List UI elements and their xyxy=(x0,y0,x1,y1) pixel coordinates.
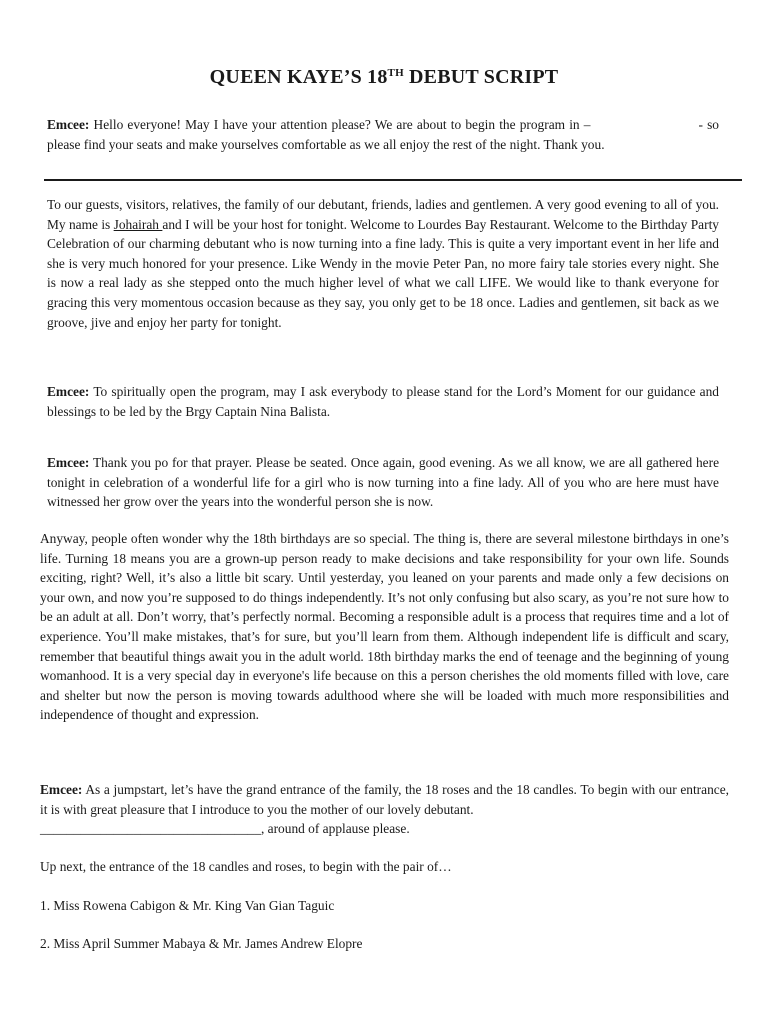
intro-text: Hello everyone! May I have your attention please? We are about to begin the program in xyxy=(93,117,580,132)
host-name: Johairah xyxy=(113,216,163,232)
welcome-text-1: To our guests, visitors, relatives, the family of our debutant, friends, ladies and gentlemen. A very good evening to all of you. My name is xyxy=(47,197,719,232)
emcee-label: Emcee: xyxy=(47,117,90,132)
intro-paragraph xyxy=(47,115,719,154)
entrance-paragraph xyxy=(40,780,729,839)
mother-name-blank: _________________________________ xyxy=(40,821,261,837)
title-superscript: TH xyxy=(387,67,404,79)
emcee-label: Emcee: xyxy=(47,455,90,470)
document-title xyxy=(0,66,768,89)
emcee-label: Emcee: xyxy=(47,384,90,399)
pair-item: 1. Miss Rowena Cabigon & Mr. King Van Gian Taguic xyxy=(40,898,335,913)
milestone-text: Anyway, people often wonder why the 18th birthdays are so special. The thing is, there are several milestone birthdays in one’s life. Turning 18 means you are a grown-up person ready to make decisions and take responsibility for your own life. Sounds exciting, right? Well, it’s also a little bit scary. Until yesterday, you leaned on your parents and made only a few decisions on your own, and now you’re supposed to do things independently. It’s not only confusing but also scary, as you’re not sure how to be an adult at all. Don’t worry, that’s perfectly normal. Becoming a responsible adult is a process that requires time and a lot of experience. You’ll make mistakes, that’s for sure, but you’ll learn from them. Although independent life is difficult and scary, remember that beautiful things await you in the adult world. 18th birthday marks the end of teenage and the beginning of young womanhood. It is a very special day in everyone's life because on this a person cherishes the old moments filled with love, care and shelter but now the person is moving towards adulthood where she will be loaded with much more responsibilities and independence of thought and expression. xyxy=(40,531,729,723)
thanks-paragraph xyxy=(47,453,719,512)
title-main: QUEEN KAYE’S 18 xyxy=(209,66,388,88)
entrance-text-after: , around of applause please. xyxy=(260,821,410,837)
milestone-paragraph xyxy=(40,529,729,725)
pair-item: 2. Miss April Summer Mabaya & Mr. James Andrew Elopre xyxy=(40,936,363,951)
emcee-label: Emcee: xyxy=(40,782,83,797)
section-divider xyxy=(44,179,742,181)
intro-dash: – xyxy=(583,117,591,132)
intro-text-after: - so please find your seats and make yourselves comfortable as we all enjoy the rest of the night. Thank you. xyxy=(47,117,719,152)
up-next-line: Up next, the entrance of the 18 candles and roses, to begin with the pair of… xyxy=(40,859,452,874)
entrance-text: As a jumpstart, let’s have the grand entrance of the family, the 18 roses and the 18 candles. To begin with our entrance, it is with great pleasure that I introduce to you the mother of our lovely debutant. xyxy=(40,782,730,817)
title-rest: DEBUT SCRIPT xyxy=(403,66,559,88)
prayer-text: To spiritually open the program, may I ask everybody to please stand for the Lord’s Moment for our guidance and blessings to be led by the Brgy Captain Nina Balista. xyxy=(47,384,720,419)
prayer-paragraph xyxy=(47,382,719,421)
thanks-text: Thank you po for that prayer. Please be seated. Once again, good evening. As we all know, we are all gathered here tonight in celebration of a wonderful life for a girl who is now turning into a fine lady. All of you who are here must have witnessed her grow over the years into the wonderful person she is now. xyxy=(47,455,720,510)
welcome-paragraph xyxy=(47,195,719,332)
welcome-text-2: and I will be your host for tonight. Welcome to Lourdes Bay Restaurant. Welcome to the Birthday Party Celebration of our charming debutant who is now turning into a fine lady. This is quite a very important event in her life and she is very much honored for your presence. Like Wendy in the movie Peter Pan, no more fairy tale stories every night. She is now a real lady as she stepped onto the much higher level of what we call LIFE. We would like to thank everyone for gracing this very momentous occasion because as they say, you only get to be 18 once. Ladies and gentlemen, sit back as we groove, jive and enjoy her party for tonight. xyxy=(47,216,719,330)
